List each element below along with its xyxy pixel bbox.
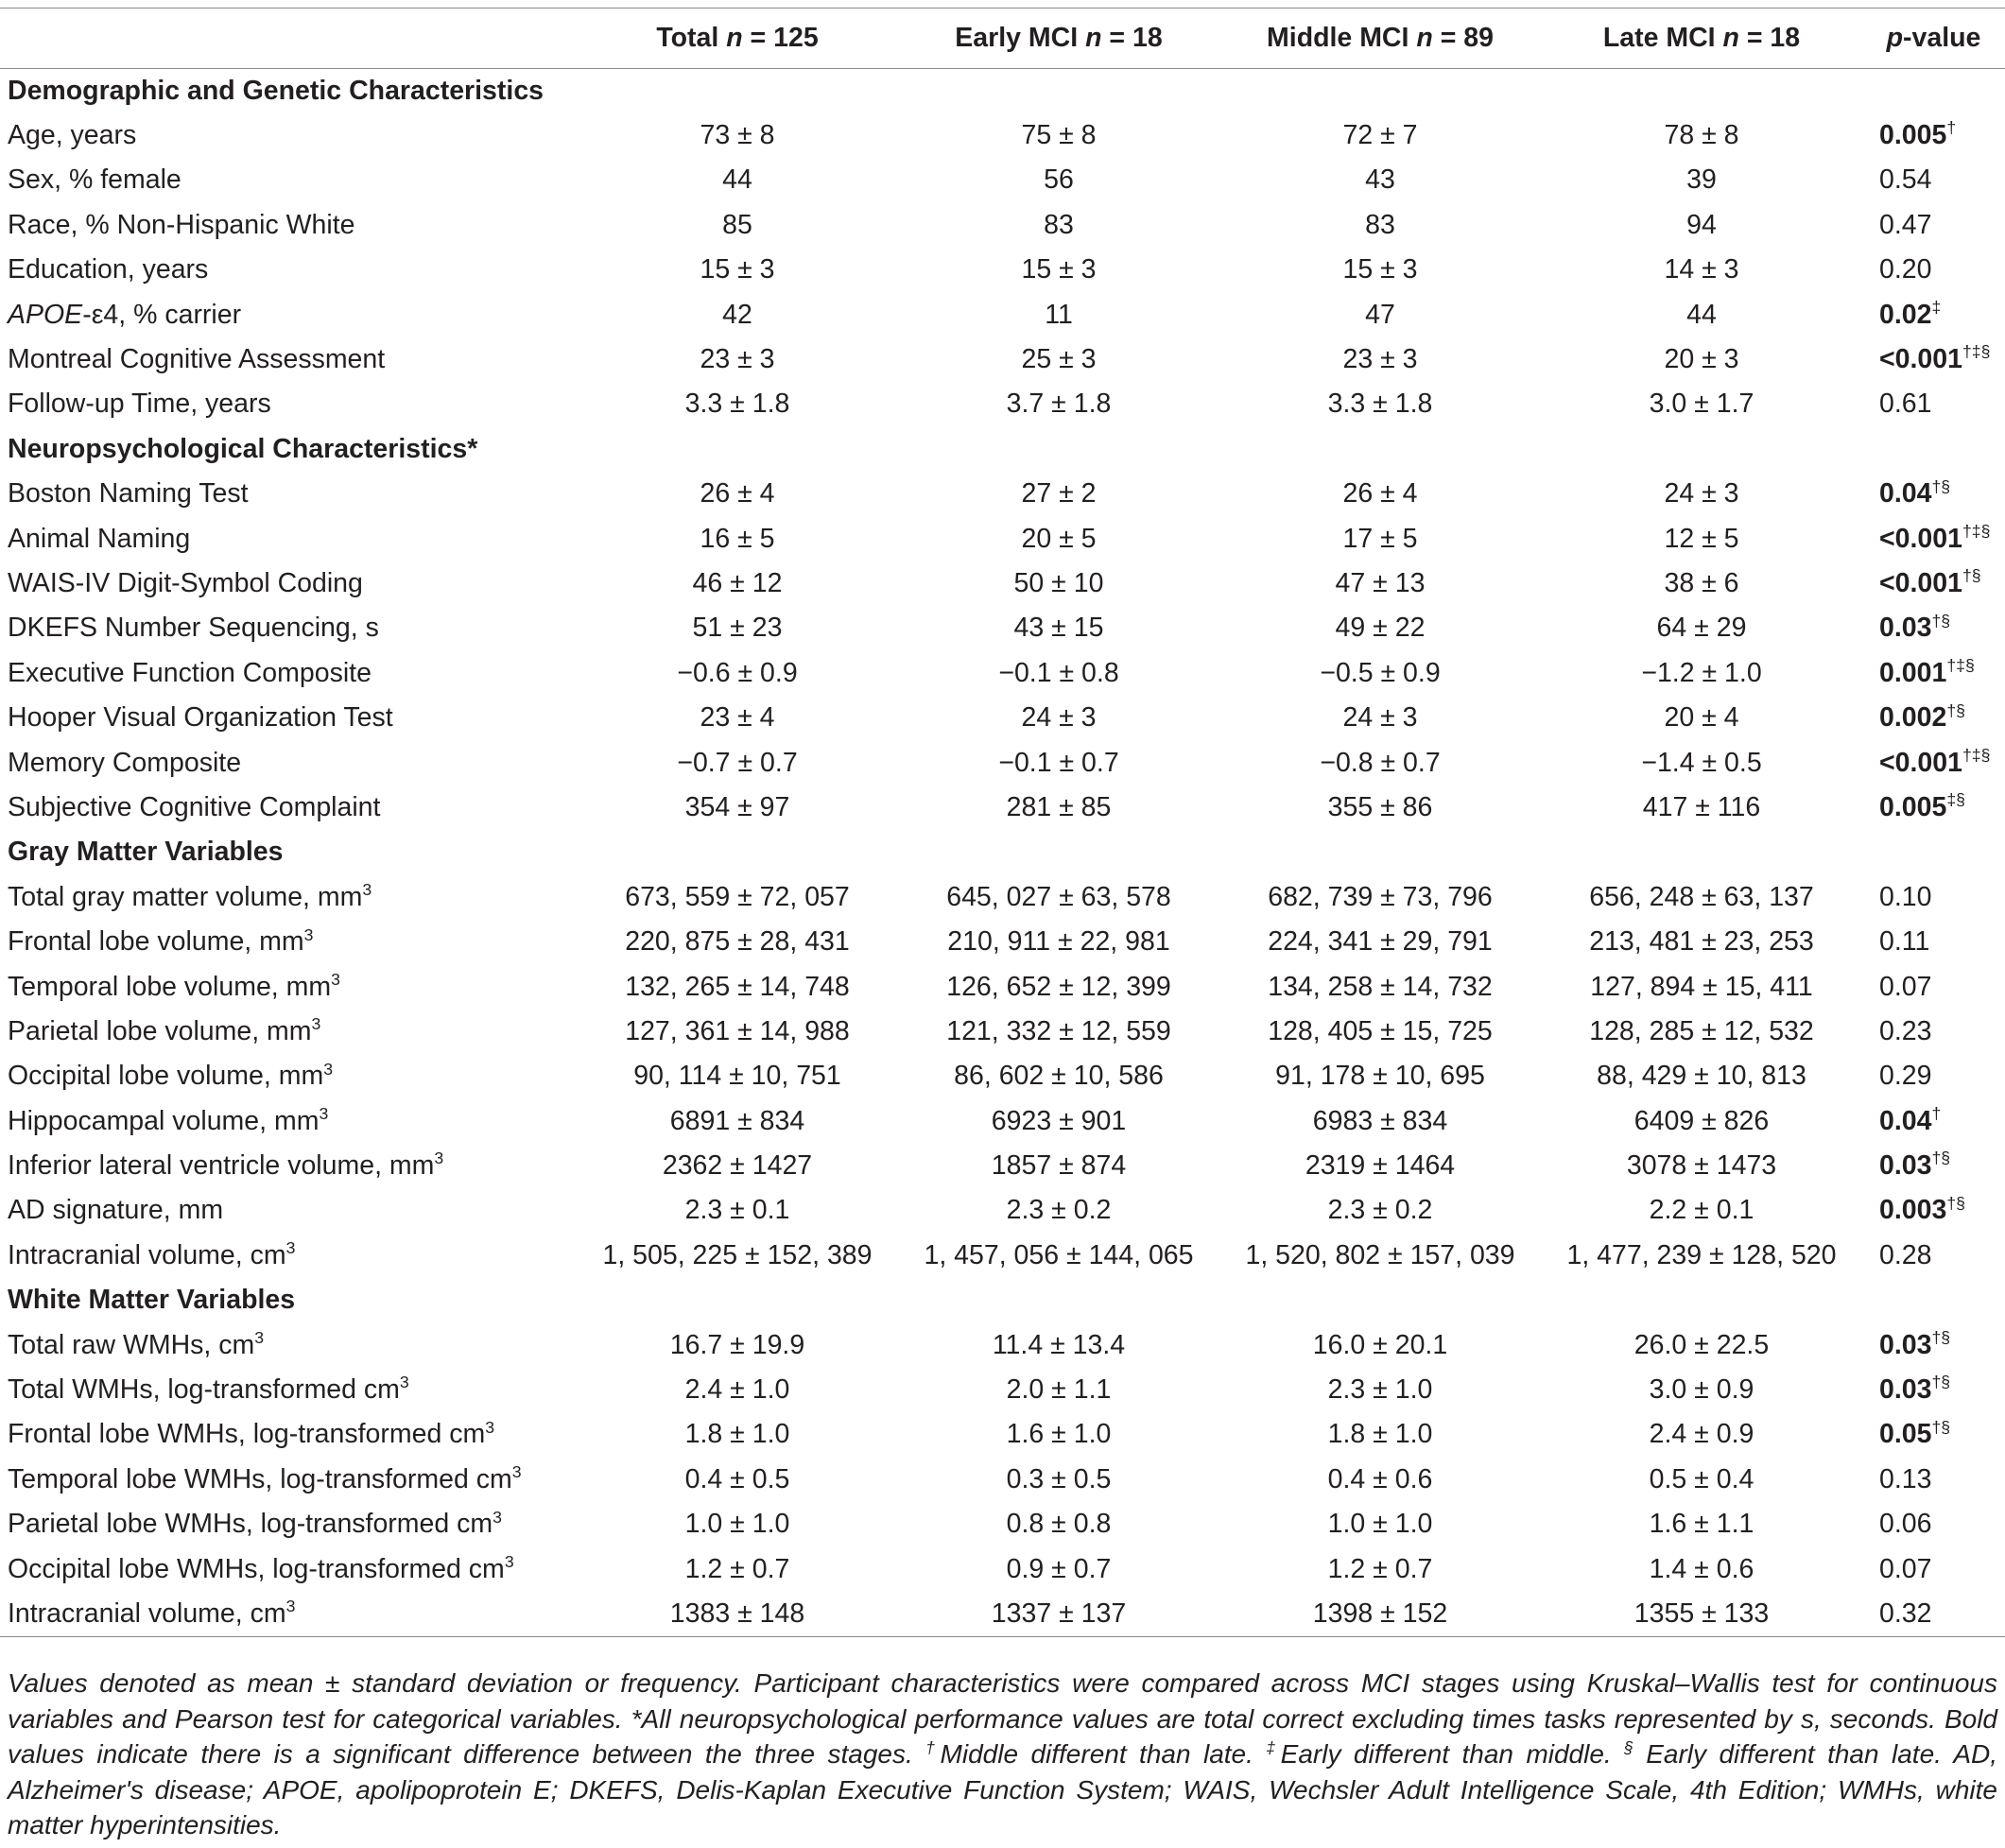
- cell-p-value: <0.001†‡§: [1879, 342, 1991, 375]
- cell-middle-mci: 49 ± 22: [1335, 613, 1426, 644]
- cell-late-mci: 12 ± 5: [1664, 523, 1739, 554]
- cell-p-value: <0.001†‡§: [1879, 522, 1991, 554]
- cell-late-mci: 20 ± 3: [1664, 344, 1739, 375]
- cell-p-value: 0.11: [1879, 926, 1930, 958]
- cell-late-mci: 0.5 ± 0.4: [1649, 1463, 1754, 1494]
- table-row: [0, 248, 2005, 292]
- cell-early-mci: 1337 ± 137: [898, 1592, 1219, 1636]
- header-middle-mci: Middle MCI n = 89: [1219, 9, 1541, 69]
- cell-p-value: 0.005†: [1879, 118, 1957, 151]
- cell-total: 3.3 ± 1.8: [684, 389, 790, 420]
- table-row: [0, 516, 2005, 561]
- cell-p-value: 0.04†: [1879, 1104, 1942, 1136]
- cell-middle-mci: 26 ± 4: [1342, 478, 1418, 509]
- cell-p-value: 0.06: [1879, 1509, 1932, 1540]
- cell-total: 16 ± 5: [700, 523, 775, 554]
- cell-middle-mci: 16.0 ± 20.1: [1312, 1329, 1448, 1360]
- cell-early-mci: 11: [1045, 299, 1073, 330]
- cell-p-value: 0.005‡§: [1879, 790, 1965, 822]
- table-row: [0, 1234, 2005, 1278]
- table-row: [0, 1322, 2005, 1367]
- cell-late-mci: 3.0 ± 1.7: [1649, 389, 1754, 420]
- cell-late-mci: 3078 ± 1473: [1626, 1150, 1777, 1182]
- cell-late-mci: 14 ± 3: [1664, 254, 1739, 285]
- cell-middle-mci: 72 ± 7: [1342, 120, 1418, 151]
- cell-middle-mci: 24 ± 3: [1342, 702, 1418, 734]
- table-footnote: Values denoted as mean ± standard deviation or frequency. Participant characteristics were compared across MCI stages using Kruskal–Wallis test for continuous variables and Pearson test for categorical variables. *All neuropsychological performance values are total correct excluding times tasks represented by s, seconds. Bold values indicate there is a significant difference between the three stages. †Middle different than late. ‡Early different than middle. § Early different than late. AD, Alzheimer's disease; APOE, apolipoprotein E; DKEFS, Delis-Kaplan Executive Function System; WAIS, Wechsler Adult Intelligence Scale, 4th Edition; WMHs, white matter hyperintensities.: [8, 1668, 1997, 1839]
- cell-p-value: <0.001†‡§: [1879, 745, 1991, 778]
- cell-total: 2.4 ± 1.0: [684, 1374, 790, 1406]
- cell-middle-mci: 1.8 ± 1.0: [1327, 1419, 1433, 1450]
- cell-early-mci: 1, 457, 056 ± 144, 065: [924, 1239, 1194, 1270]
- row-label: Occipital lobe volume, $mm^3$: [8, 1059, 334, 1092]
- cell-late-mci: −1.2 ± 1.0: [1641, 657, 1762, 688]
- section-title: Neuropsychological Characteristics*: [8, 433, 478, 464]
- mci-characteristics-table: [0, 8, 2005, 1637]
- cell-total: 51 ± 23: [692, 613, 783, 644]
- cell-p-value: 0.10: [1879, 881, 1932, 912]
- cell-p-value: 0.03†§: [1879, 611, 1951, 644]
- header-p-value: p-value: [1862, 9, 2005, 69]
- cell-middle-mci: 1.0 ± 1.0: [1327, 1509, 1433, 1540]
- cell-total: 73 ± 8: [700, 120, 775, 151]
- cell-middle-mci: 6983 ± 834: [1312, 1105, 1448, 1136]
- cell-early-mci: 50 ± 10: [1013, 567, 1104, 598]
- cell-middle-mci: 134, 258 ± 14, 732: [1268, 971, 1493, 1002]
- cell-middle-mci: 2319 ± 1464: [1305, 1150, 1456, 1182]
- cell-late-mci: 44: [1686, 299, 1717, 330]
- row-label: Age, years: [8, 120, 137, 151]
- row-label: Executive Function Composite: [8, 657, 372, 688]
- cell-late-mci: 38 ± 6: [1664, 567, 1739, 598]
- cell-total: 132, 265 ± 14, 748: [625, 971, 850, 1002]
- cell-p-value: 0.29: [1879, 1061, 1932, 1092]
- row-label: Parietal lobe volume, $mm^3$: [8, 1014, 321, 1046]
- cell-early-mci: 43 ± 15: [1013, 613, 1104, 644]
- table-row: [0, 696, 2005, 740]
- table-row: [0, 158, 2005, 202]
- cell-early-mci: 24 ± 3: [1021, 702, 1097, 734]
- row-label: Intracranial volume, $cm^3$: [0, 1592, 577, 1636]
- cell-late-mci: 2.2 ± 0.1: [1649, 1195, 1754, 1226]
- cell-middle-mci: 128, 405 ± 15, 725: [1268, 1015, 1493, 1046]
- cell-total: 23 ± 4: [700, 702, 775, 734]
- cell-early-mci: 126, 652 ± 12, 399: [946, 971, 1171, 1002]
- table-row: [0, 1546, 2005, 1591]
- cell-middle-mci: 91, 178 ± 10, 695: [1275, 1061, 1485, 1092]
- cell-early-mci: 0.9 ± 0.7: [1006, 1553, 1112, 1584]
- row-label: Total gray matter volume, $mm^3$: [8, 880, 372, 912]
- header-total: Total n = 125: [577, 9, 898, 69]
- cell-total: 26 ± 4: [700, 478, 775, 509]
- cell-middle-mci: 2.3 ± 1.0: [1327, 1374, 1433, 1406]
- cell-middle-mci: 47: [1365, 299, 1395, 330]
- row-label: Animal Naming: [8, 523, 191, 554]
- cell-p-value: 0.002†§: [1879, 700, 1965, 734]
- cell-p-value: 0.003†§: [1879, 1193, 1965, 1226]
- table-row: [0, 337, 2005, 382]
- cell-early-mci: 281 ± 85: [1006, 791, 1112, 822]
- cell-p-value: 0.03†§: [1879, 1328, 1951, 1360]
- table-row: [0, 1412, 2005, 1457]
- table-row: [0, 292, 2005, 337]
- cell-p-value: 0.04†§: [1879, 476, 1951, 509]
- section-header-row: [0, 1278, 2005, 1322]
- section-header-row: [0, 830, 2005, 874]
- row-label: Boston Naming Test: [8, 478, 249, 509]
- row-label: Follow-up Time, years: [8, 389, 271, 420]
- row-label: Subjective Cognitive Complaint: [8, 791, 381, 822]
- cell-early-mci: 56: [1044, 164, 1074, 196]
- cell-middle-mci: 682, 739 ± 73, 796: [1268, 881, 1493, 912]
- header-early-mci: Early MCI n = 18: [898, 9, 1219, 69]
- row-label: Inferior lateral ventricle volume, $mm^3$: [8, 1149, 444, 1182]
- table-row: [0, 606, 2005, 650]
- cell-p-value: 0.23: [1879, 1015, 1932, 1046]
- cell-early-mci: 1857 ± 874: [991, 1150, 1127, 1182]
- cell-middle-mci: 2.3 ± 0.2: [1327, 1195, 1433, 1226]
- row-label: Total WMHs, log-transformed $cm^3$: [8, 1373, 409, 1406]
- table-row: [0, 1592, 2005, 1636]
- cell-middle-mci: 15 ± 3: [1342, 254, 1418, 285]
- section-header-row: [0, 69, 2005, 113]
- cell-late-mci: 2.4 ± 0.9: [1649, 1419, 1754, 1450]
- cell-middle-mci: 43: [1365, 164, 1395, 196]
- cell-total: 44: [722, 164, 752, 196]
- row-label: Sex, % female: [8, 164, 181, 196]
- row-label: DKEFS Number Sequencing, s: [8, 613, 379, 644]
- cell-total: −0.7 ± 0.7: [677, 747, 798, 778]
- cell-p-value: <0.001†§: [1879, 566, 1981, 598]
- cell-middle-mci: 3.3 ± 1.8: [1327, 389, 1433, 420]
- row-label: Occipital lobe WMHs, log-transformed $cm^3$: [8, 1551, 514, 1584]
- cell-early-mci: 121, 332 ± 12, 559: [946, 1015, 1171, 1046]
- cell-total: 15 ± 3: [700, 254, 775, 285]
- cell-total: 23 ± 3: [700, 344, 775, 375]
- cell-p-value: 0.03†§: [1879, 1373, 1951, 1406]
- header-late-mci: Late MCI n = 18: [1541, 9, 1862, 69]
- row-label: Education, years: [8, 254, 209, 285]
- cell-middle-mci: 355 ± 86: [1327, 791, 1433, 822]
- cell-middle-mci: 1, 520, 802 ± 157, 039: [1245, 1239, 1515, 1270]
- cell-late-mci: 417 ± 116: [1642, 791, 1761, 822]
- section-title: White Matter Variables: [8, 1285, 296, 1316]
- cell-total: 1.0 ± 1.0: [684, 1509, 790, 1540]
- cell-middle-mci: −0.8 ± 0.7: [1320, 747, 1441, 778]
- cell-middle-mci: 0.4 ± 0.6: [1327, 1463, 1433, 1494]
- cell-total: 220, 875 ± 28, 431: [625, 926, 850, 958]
- table-row: [0, 1054, 2005, 1098]
- cell-late-mci: 88, 429 ± 10, 813: [1597, 1061, 1806, 1092]
- table-row: [0, 651, 2005, 696]
- cell-late-mci: 1, 477, 239 ± 128, 520: [1566, 1239, 1837, 1270]
- cell-late-mci: 213, 481 ± 23, 253: [1589, 926, 1814, 958]
- cell-total: 354 ± 97: [684, 791, 790, 822]
- cell-p-value: 0.03†§: [1879, 1149, 1951, 1182]
- cell-p-value: 0.32: [1862, 1592, 2005, 1636]
- row-label: APOE-ε4, % carrier: [8, 299, 242, 330]
- cell-total: 90, 114 ± 10, 751: [633, 1061, 841, 1092]
- cell-p-value: 0.02‡: [1879, 298, 1942, 330]
- cell-early-mci: 1.6 ± 1.0: [1006, 1419, 1112, 1450]
- cell-early-mci: 0.8 ± 0.8: [1006, 1509, 1112, 1540]
- row-label: AD signature, mm: [8, 1195, 224, 1226]
- cell-early-mci: 645, 027 ± 63, 578: [946, 881, 1171, 912]
- cell-middle-mci: 17 ± 5: [1342, 523, 1418, 554]
- table-row: [0, 1144, 2005, 1188]
- cell-total: 85: [722, 209, 752, 240]
- table-row: [0, 1098, 2005, 1143]
- table-row: [0, 1368, 2005, 1412]
- row-label: Frontal lobe WMHs, log-transformed $cm^3$: [8, 1417, 495, 1450]
- table-row: [0, 964, 2005, 1009]
- cell-late-mci: −1.4 ± 0.5: [1641, 747, 1762, 778]
- row-label: Memory Composite: [8, 747, 242, 778]
- cell-early-mci: 15 ± 3: [1021, 254, 1097, 285]
- cell-p-value: 0.07: [1879, 1553, 1932, 1584]
- cell-late-mci: 1355 ± 133: [1541, 1592, 1862, 1636]
- cell-total: −0.6 ± 0.9: [677, 657, 798, 688]
- cell-early-mci: 27 ± 2: [1021, 478, 1097, 509]
- cell-early-mci: 25 ± 3: [1021, 344, 1097, 375]
- table-row: [0, 203, 2005, 248]
- cell-late-mci: 656, 248 ± 63, 137: [1589, 881, 1814, 912]
- table-row: [0, 875, 2005, 920]
- cell-late-mci: 6409 ± 826: [1633, 1105, 1770, 1136]
- cell-middle-mci: −0.5 ± 0.9: [1320, 657, 1441, 688]
- cell-p-value: 0.47: [1879, 209, 1932, 240]
- cell-early-mci: 83: [1044, 209, 1074, 240]
- table-row: [0, 561, 2005, 606]
- cell-middle-mci: 1398 ± 152: [1219, 1592, 1541, 1636]
- cell-early-mci: 11.4 ± 13.4: [992, 1329, 1126, 1360]
- cell-p-value: 0.28: [1879, 1239, 1932, 1270]
- cell-total: 673, 559 ± 72, 057: [625, 881, 850, 912]
- cell-total: 127, 361 ± 14, 988: [625, 1015, 850, 1046]
- cell-early-mci: 3.7 ± 1.8: [1006, 389, 1112, 420]
- cell-early-mci: −0.1 ± 0.7: [998, 747, 1119, 778]
- cell-p-value: 0.20: [1879, 254, 1932, 285]
- header-row: [0, 9, 2005, 69]
- cell-p-value: 0.13: [1879, 1463, 1932, 1494]
- row-label: Hooper Visual Organization Test: [8, 702, 393, 734]
- cell-late-mci: 20 ± 4: [1664, 702, 1739, 734]
- cell-middle-mci: 224, 341 ± 29, 791: [1268, 926, 1493, 958]
- cell-total: 2362 ± 1427: [662, 1150, 813, 1182]
- cell-total: 42: [722, 299, 752, 330]
- table-row: [0, 1188, 2005, 1233]
- table-row: [0, 113, 2005, 158]
- cell-late-mci: 24 ± 3: [1664, 478, 1739, 509]
- cell-late-mci: 128, 285 ± 12, 532: [1589, 1015, 1814, 1046]
- cell-middle-mci: 47 ± 13: [1335, 567, 1426, 598]
- cell-total: 16.7 ± 19.9: [669, 1329, 805, 1360]
- row-label: Hippocampal volume, $mm^3$: [8, 1104, 329, 1136]
- cell-p-value: 0.54: [1879, 164, 1932, 196]
- table-row: [0, 1502, 2005, 1546]
- row-label: Intracranial volume, $cm^3$: [8, 1238, 296, 1270]
- cell-early-mci: 2.0 ± 1.1: [1006, 1374, 1112, 1406]
- row-label: Race, % Non-Hispanic White: [8, 209, 355, 240]
- cell-late-mci: 78 ± 8: [1664, 120, 1739, 151]
- cell-early-mci: 0.3 ± 0.5: [1006, 1463, 1112, 1494]
- cell-middle-mci: 1.2 ± 0.7: [1327, 1553, 1433, 1584]
- section-header-row: [0, 427, 2005, 472]
- cell-late-mci: 64 ± 29: [1656, 613, 1747, 644]
- cell-total: 46 ± 12: [692, 567, 783, 598]
- row-label: Parietal lobe WMHs, log-transformed $cm^3$: [8, 1507, 502, 1540]
- cell-late-mci: 1.4 ± 0.6: [1649, 1553, 1754, 1584]
- row-label: Montreal Cognitive Assessment: [8, 344, 386, 375]
- table-row: [0, 1010, 2005, 1054]
- cell-late-mci: 127, 894 ± 15, 411: [1590, 971, 1813, 1002]
- cell-early-mci: 75 ± 8: [1021, 120, 1097, 151]
- table-row: [0, 786, 2005, 830]
- cell-middle-mci: 83: [1365, 209, 1395, 240]
- cell-late-mci: 1.6 ± 1.1: [1649, 1509, 1754, 1540]
- cell-late-mci: 26.0 ± 22.5: [1633, 1329, 1770, 1360]
- row-label: Temporal lobe WMHs, log-transformed $cm^3$: [8, 1462, 522, 1494]
- cell-middle-mci: 23 ± 3: [1342, 344, 1418, 375]
- cell-early-mci: 86, 602 ± 10, 586: [954, 1061, 1164, 1092]
- header-label-column: [0, 9, 577, 69]
- cell-p-value: 0.001†‡§: [1879, 656, 1975, 688]
- section-title: Gray Matter Variables: [8, 837, 284, 868]
- cell-early-mci: 210, 911 ± 22, 981: [947, 926, 1170, 958]
- cell-early-mci: 2.3 ± 0.2: [1006, 1195, 1112, 1226]
- table-row: [0, 1458, 2005, 1502]
- cell-p-value: 0.05†§: [1879, 1417, 1951, 1450]
- table-row: [0, 920, 2005, 964]
- row-label: Frontal lobe volume, $mm^3$: [8, 924, 314, 958]
- cell-total: 2.3 ± 0.1: [684, 1195, 790, 1226]
- row-label: Total raw WMHs, $cm^3$: [8, 1328, 265, 1360]
- row-label: Temporal lobe volume, $mm^3$: [8, 969, 340, 1002]
- cell-p-value: 0.07: [1879, 971, 1932, 1002]
- table-body: [0, 69, 2005, 1637]
- section-title: Demographic and Genetic Characteristics: [8, 75, 544, 106]
- row-label: WAIS-IV Digit-Symbol Coding: [8, 567, 363, 598]
- cell-total: 1, 505, 225 ± 152, 389: [602, 1239, 873, 1270]
- table-row: [0, 740, 2005, 785]
- cell-total: 0.4 ± 0.5: [684, 1463, 790, 1494]
- cell-late-mci: 39: [1686, 164, 1717, 196]
- cell-p-value: 0.61: [1879, 389, 1932, 420]
- cell-total: 6891 ± 834: [669, 1105, 805, 1136]
- cell-total: 1.8 ± 1.0: [684, 1419, 790, 1450]
- cell-late-mci: 94: [1686, 209, 1717, 240]
- cell-early-mci: −0.1 ± 0.8: [998, 657, 1119, 688]
- cell-total: 1383 ± 148: [577, 1592, 898, 1636]
- cell-early-mci: 20 ± 5: [1021, 523, 1097, 554]
- cell-late-mci: 3.0 ± 0.9: [1649, 1374, 1754, 1406]
- cell-early-mci: 6923 ± 901: [991, 1105, 1127, 1136]
- cell-total: 1.2 ± 0.7: [684, 1553, 790, 1584]
- table-row: [0, 382, 2005, 426]
- table-row: [0, 472, 2005, 516]
